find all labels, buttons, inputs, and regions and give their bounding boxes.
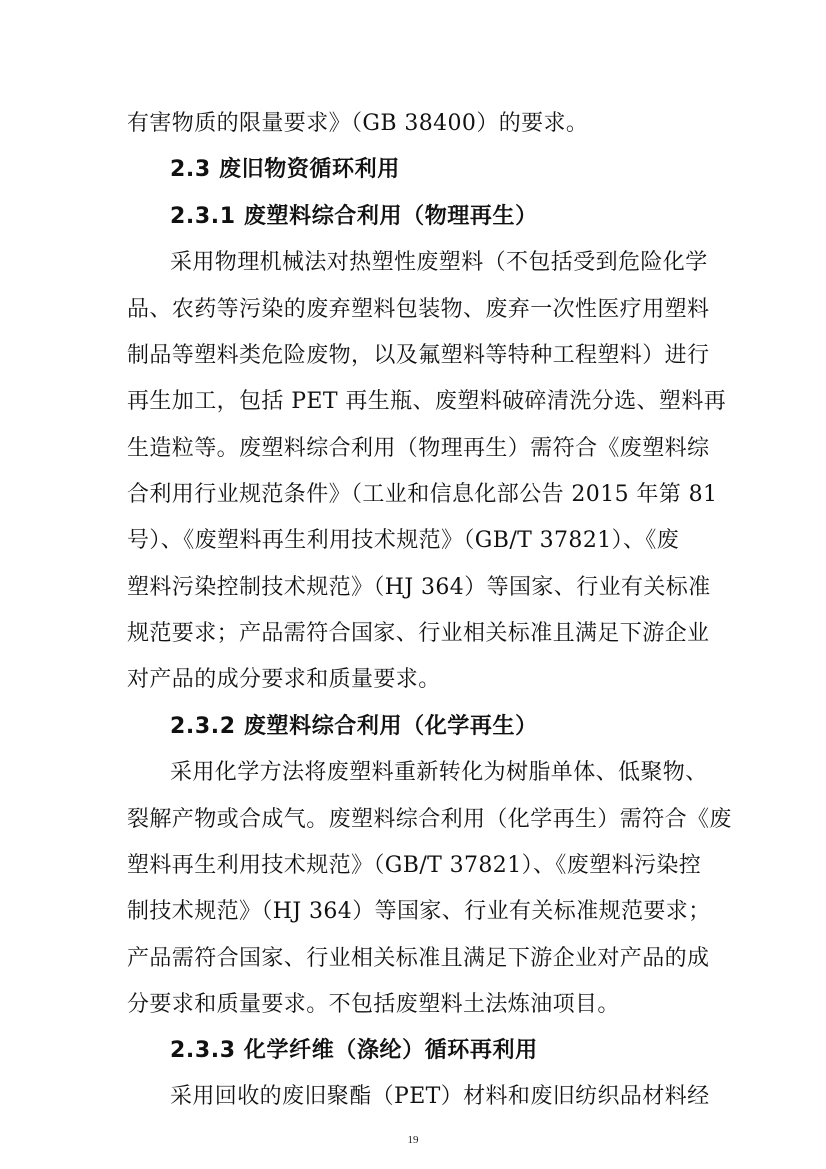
paragraph-line: 制技术规范》（HJ 364）等国家、行业有关标准规范要求； — [127, 899, 711, 924]
paragraph-line: 号）、《废塑料再生利用技术规范》（GB/T 37821）、《废 — [127, 528, 680, 553]
paragraph-line: 采用物理机械法对热塑性废塑料（不包括受到危险化学 — [170, 250, 708, 275]
page-number: 19 — [407, 1134, 419, 1146]
paragraph-line: 有害物质的限量要求》（GB 38400）的要求。 — [127, 111, 589, 136]
paragraph-line: 合利用行业规范条件》（工业和信息化部公告 2015 年第 81 — [127, 482, 718, 507]
paragraph-line: 规范要求；产品需符合国家、行业相关标准且满足下游企业 — [127, 621, 710, 646]
paragraph-line: 生造粒等。废塑料综合利用（物理再生）需符合《废塑料综 — [127, 436, 710, 461]
paragraph-line: 采用化学方法将废塑料重新转化为树脂单体、低聚物、 — [170, 760, 708, 785]
paragraph-line: 品、农药等污染的废弃塑料包装物、废弃一次性医疗用塑料 — [127, 297, 710, 322]
paragraph-line: 塑料污染控制技术规范》（HJ 364）等国家、行业有关标准 — [127, 575, 711, 600]
paragraph-line: 制品等塑料类危险废物，以及氟塑料等特种工程塑料）进行 — [127, 343, 710, 368]
section-heading-2-3-2: 2.3.2 废塑料综合利用（化学再生） — [170, 714, 538, 739]
paragraph-line: 产品需符合国家、行业相关标准且满足下游企业对产品的成 — [127, 946, 710, 971]
paragraph-line: 分要求和质量要求。不包括废塑料土法炼油项目。 — [127, 992, 620, 1017]
section-heading-2-3-3: 2.3.3 化学纤维（涤纶）循环再利用 — [170, 1038, 538, 1063]
paragraph-line: 塑料再生利用技术规范》（GB/T 37821）、《废塑料污染控 — [127, 853, 702, 878]
paragraph-line: 采用回收的废旧聚酯（PET）材料和废旧纺织品材料经 — [170, 1084, 710, 1109]
section-heading-2-3-1: 2.3.1 废塑料综合利用（物理再生） — [170, 204, 538, 229]
paragraph-line: 对产品的成分要求和质量要求。 — [127, 667, 441, 692]
section-heading-2-3: 2.3 废旧物资循环利用 — [170, 157, 400, 182]
paragraph-line: 裂解产物或合成气。废塑料综合利用（化学再生）需符合《废 — [127, 807, 732, 832]
paragraph-line: 再生加工，包括 PET 再生瓶、废塑料破碎清洗分选、塑料再 — [127, 389, 727, 414]
